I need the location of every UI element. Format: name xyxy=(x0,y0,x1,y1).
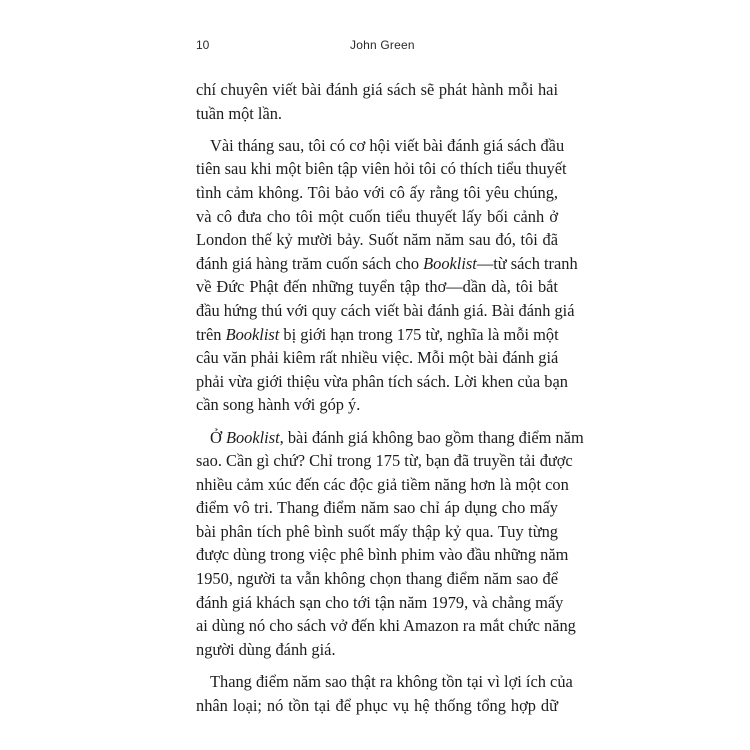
text-line: điểm vô tri. Thang điểm năm sao chỉ áp dụng cho mấy xyxy=(196,498,558,518)
paragraph xyxy=(196,78,558,125)
italic-title: Booklist xyxy=(225,427,280,447)
text-line: nhân loại; nó tồn tại để phục vụ hệ thống tổng hợp dữ xyxy=(196,695,558,715)
text-line: Thang điểm năm sao thật ra không tồn tại vì lợi ích của xyxy=(210,672,573,692)
paragraph xyxy=(196,670,573,717)
italic-title: Booklist xyxy=(423,253,477,273)
text-line: tuần một lần. xyxy=(196,103,283,123)
text-line: tình cảm không. Tôi bảo với cô ấy rằng tôi yêu chúng, xyxy=(196,182,558,202)
body-text xyxy=(196,78,584,726)
paragraph xyxy=(196,134,578,417)
text-line: về Đức Phật đến những tuyển tập thơ—dần dà, tôi bắt xyxy=(196,277,558,297)
page-number: 10 xyxy=(196,38,210,52)
text-line: London thế kỷ mười bảy. Suốt năm năm sau đó, tôi đã xyxy=(196,230,558,250)
text-line: câu văn phải kiêm rất nhiều việc. Mỗi một bài đánh giá xyxy=(196,348,559,368)
text-line: và cô đưa cho tôi một cuốn tiểu thuyết lấy bối cảnh ở xyxy=(196,206,558,226)
italic-title: Booklist xyxy=(225,324,280,344)
text-line: ai dùng nó cho sách vở đến khi Amazon ra mắt chức năng xyxy=(196,616,576,636)
text-line: nhiều cảm xúc đến các độc giả tiềm năng hơn là một con xyxy=(196,474,569,494)
text-line: người dùng đánh giá. xyxy=(196,639,336,659)
text-line: Vài tháng sau, tôi có cơ hội viết bài đánh giá sách đầu xyxy=(210,135,565,155)
text-line: đầu hứng thú với quy cách viết bài đánh giá. Bài đánh giá xyxy=(196,300,575,320)
text-line: phải vừa giới thiệu vừa phân tích sách. Lời khen của bạn xyxy=(196,371,568,391)
text-line: Ở Booklist, bài đánh giá không bao gồm thang điểm năm xyxy=(210,427,584,447)
text-line: đánh giá hàng trăm cuốn sách cho Booklist—từ sách tranh xyxy=(196,253,578,273)
page-header xyxy=(196,38,556,58)
text-line: chí chuyên viết bài đánh giá sách sẽ phát hành mỗi hai xyxy=(196,80,558,99)
running-head-author: John Green xyxy=(350,38,415,52)
text-line: đánh giá khách sạn cho tới tận năm 1979, và chẳng mấy xyxy=(196,592,564,612)
text-line: sao. Cần gì chứ? Chỉ trong 175 từ, bạn đã truyền tải được xyxy=(196,451,573,471)
text-line: tiên sau khi một biên tập viên hỏi tôi có thích tiểu thuyết xyxy=(196,159,567,179)
text-line: cần song hành với góp ý. xyxy=(196,395,361,415)
text-line: 1950, người ta vẫn không chọn thang điểm năm sao để xyxy=(196,569,558,589)
text-line: được dùng trong việc phê bình phim vào đầu những năm xyxy=(196,545,569,565)
text-line: trên Booklist bị giới hạn trong 175 từ, nghĩa là mỗi một xyxy=(196,324,559,344)
text-line: bài phân tích phê bình suốt mấy thập kỷ qua. Tuy từng xyxy=(196,521,558,541)
paragraph xyxy=(196,426,584,662)
